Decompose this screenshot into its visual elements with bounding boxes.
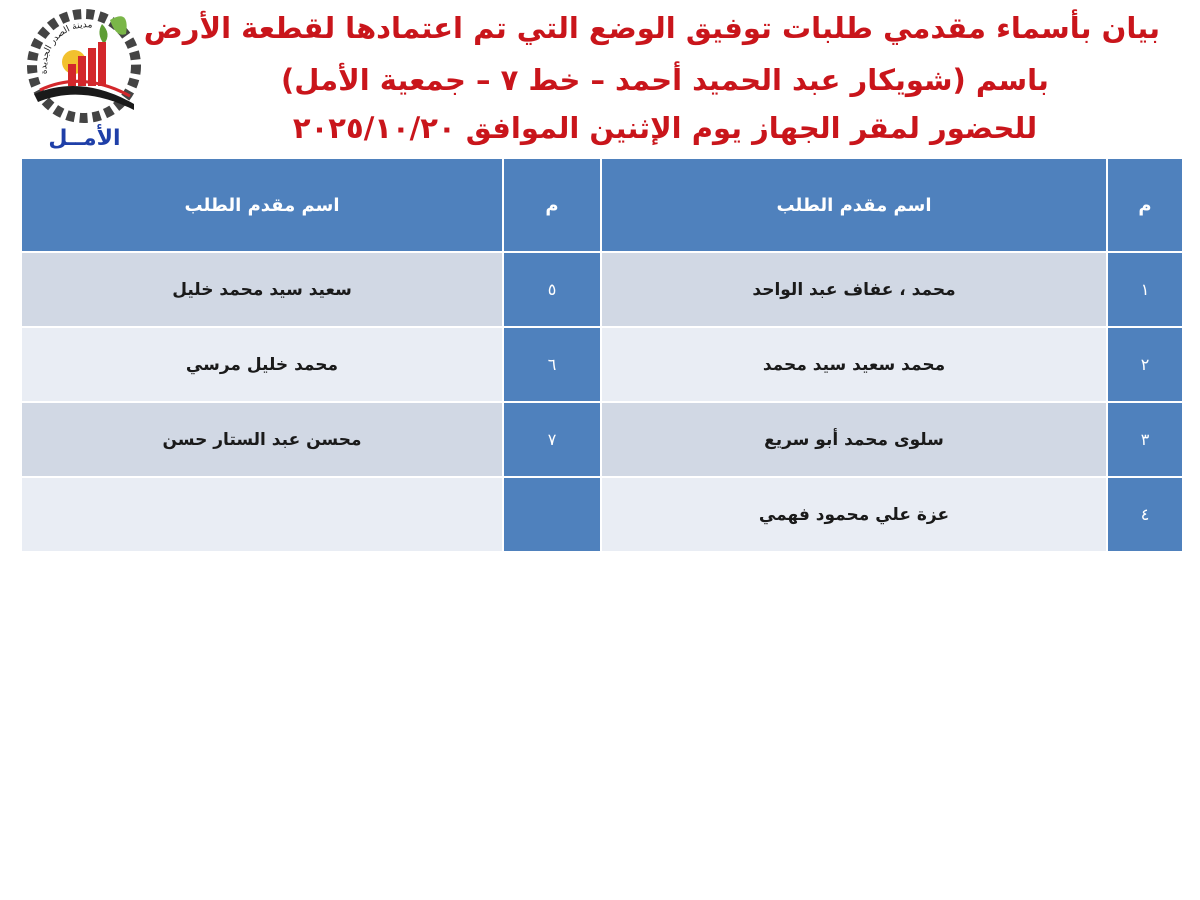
row-number: ٥: [503, 252, 601, 327]
row-number: ٧: [503, 402, 601, 477]
applicant-name: عزة علي محمود فهمي: [601, 477, 1107, 552]
row-number: ٦: [503, 327, 601, 402]
applicants-table: [20, 157, 1184, 553]
row-number: [503, 477, 601, 552]
title-line-3: للحضور لمقر الجهاز يوم الإثنين الموافق ٢٠٢٥/١٠/٢٠: [292, 111, 1038, 145]
header-num-right: م: [1107, 158, 1183, 252]
header-num-left: م: [503, 158, 601, 252]
row-number: ٤: [1107, 477, 1183, 552]
logo-ring-text: مدينة الصدر الجديدة: [39, 20, 93, 75]
applicant-name: [21, 477, 503, 552]
table-row: [21, 477, 1183, 552]
applicant-name: سلوى محمد أبو سريع: [601, 402, 1107, 477]
applicant-name: محسن عبد الستار حسن: [21, 402, 503, 477]
logo: [22, 4, 147, 154]
row-number: ٢: [1107, 327, 1183, 402]
row-number: ٣: [1107, 402, 1183, 477]
header-name-right: اسم مقدم الطلب: [601, 158, 1107, 252]
building-icon: [88, 48, 96, 86]
applicant-name: محمد سعيد سيد محمد: [601, 327, 1107, 402]
applicant-name: محمد ، عفاف عبد الواحد: [601, 252, 1107, 327]
title-line-1: بيان بأسماء مقدمي طلبات توفيق الوضع التي تم اعتمادها لقطعة الأرض: [143, 11, 1160, 45]
table-row: [21, 327, 1183, 402]
table-header-row: [21, 158, 1183, 252]
logo-emblem: [22, 4, 147, 129]
title-line-2: باسم (شويكار عبد الحميد أحمد – خط ٧ – جمعية الأمل): [281, 63, 1049, 97]
row-number: ١: [1107, 252, 1183, 327]
leaf-icon: [110, 16, 127, 35]
header-name-left: اسم مقدم الطلب: [21, 158, 503, 252]
leaf-icon: [99, 24, 107, 44]
building-icon: [98, 42, 106, 86]
logo-caption: الأمــل: [48, 126, 121, 151]
table-row: [21, 402, 1183, 477]
applicant-name: محمد خليل مرسي: [21, 327, 503, 402]
table-row: [21, 252, 1183, 327]
applicant-name: سعيد سيد محمد خليل: [21, 252, 503, 327]
